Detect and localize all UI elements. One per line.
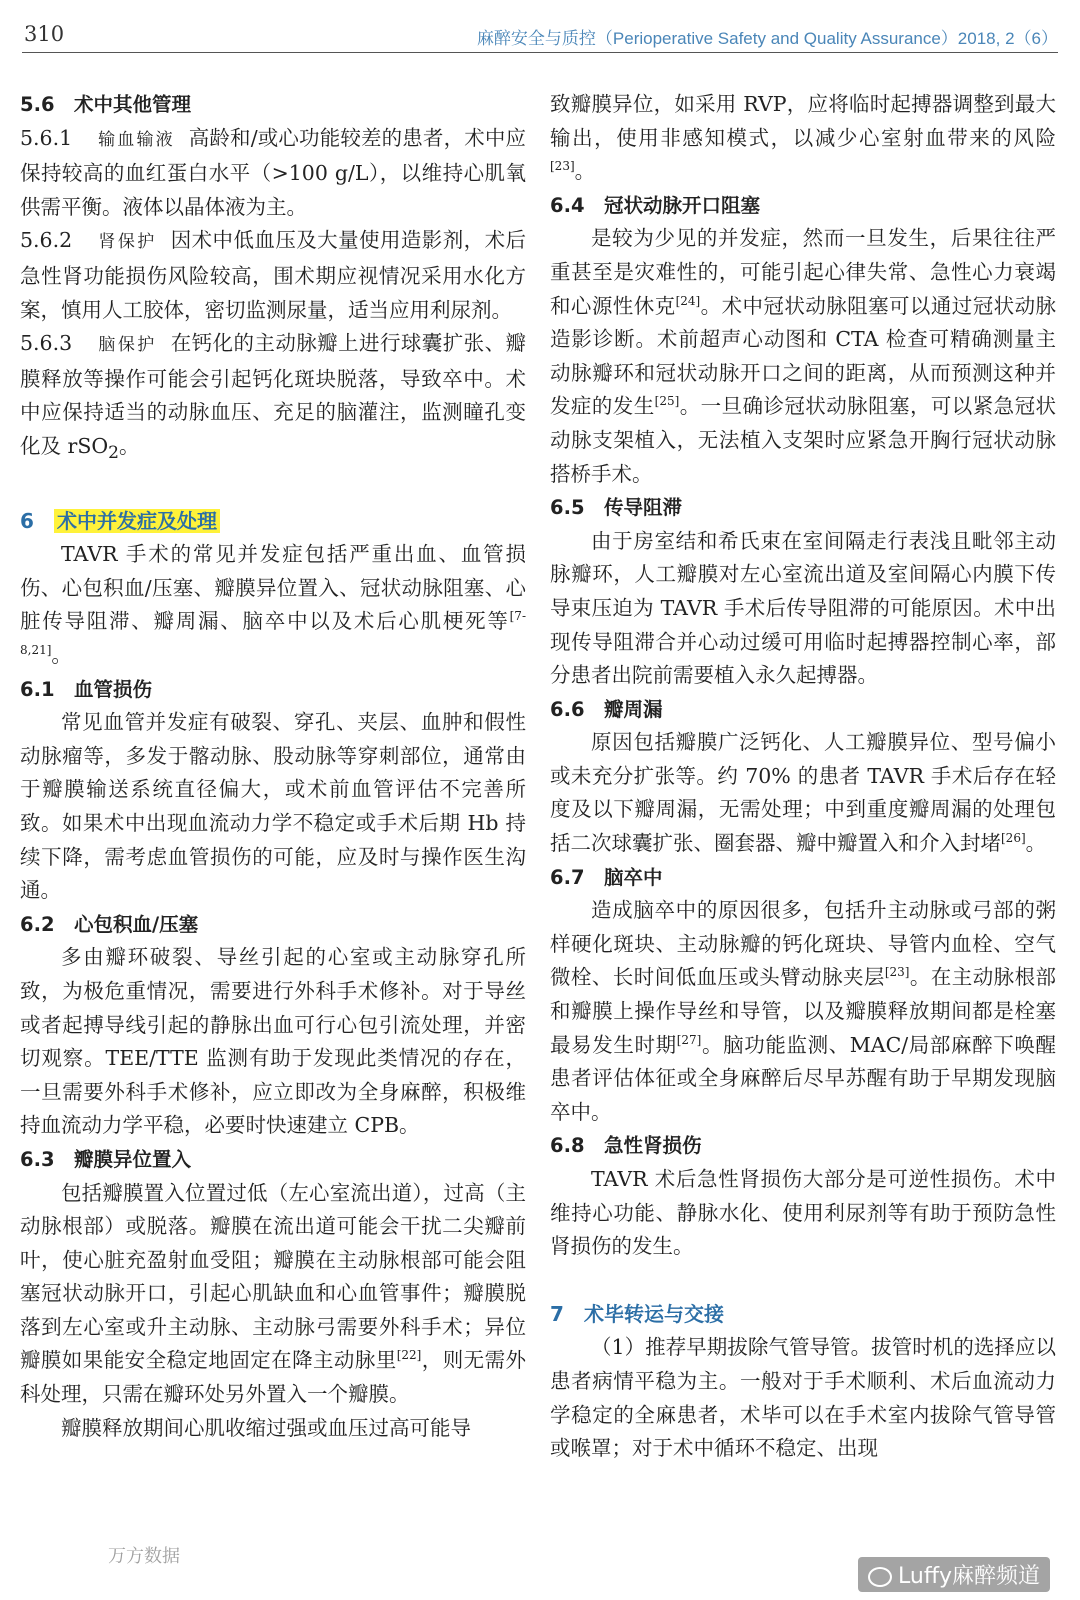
section-heading: 6.2 心包积血/压塞	[20, 912, 199, 936]
paragraph: 原因包括瓣膜广泛钙化、人工瓣膜异位、型号偏小或未充分扩张等。约 70% 的患者 TAVR 手术后存在轻度及以下瓣周漏，无需处理；中到重度瓣周漏的处理包括二次球囊扩张、圈套器、瓣中瓣置入和介入封堵[26]。	[550, 730, 1056, 856]
citation: [23]	[884, 965, 910, 980]
paragraph: （1）推荐早期拔除气管导管。拔管时机的选择应以患者病情平稳为主。一般对于手术顺利、术后血流动力学稳定的全麻患者，术毕可以在手术室内拔除气管导管或喉罩；对于术中循环不稳定、出现	[550, 1335, 1056, 1461]
paragraph: 由于房室结和希氏束在室间隔走行表浅且毗邻主动脉瓣环，人工瓣膜对左心室流出道及室间隔心内膜下传导束压迫为 TAVR 手术后传导阻滞的可能原因。术中出现传导阻滞合并心动过缓可用临时起搏器控制心率，部分患者出院前需要植入永久起搏器。	[550, 528, 1056, 688]
citation: [25]	[654, 394, 680, 409]
chapter-heading: 7 术毕转运与交接	[550, 1301, 724, 1326]
paragraph: 5.6.3 脑保护 在钙化的主动脉瓣上进行球囊扩张、瓣膜释放等操作可能会引起钙化斑块脱落，导致卒中。术中应保持适当的动脉血压、充足的脑灌注，监测瞳孔变化及 rSO$_2$。	[20, 331, 527, 464]
wechat-icon	[868, 1567, 892, 1587]
channel-watermark: Luffy麻醉频道	[858, 1557, 1050, 1592]
section-heading: 6.4 冠状动脉开口阻塞	[550, 193, 761, 217]
section-heading: 6.5 传导阻滞	[550, 496, 683, 520]
citation: [7-8,21]	[20, 609, 526, 658]
paragraph: 致瓣膜异位，如采用 RVP，应将临时起搏器调整到最大输出，使用非感知模式，以减少心室射血带来的风险[23]。	[550, 92, 1056, 184]
paragraph: TAVR 术后急性肾损伤大部分是可逆性损伤。术中维持心功能、静脉水化、使用利尿剂等有助于预防急性肾损伤的发生。	[550, 1167, 1056, 1259]
highlighted-title: 术中并发症及处理	[54, 509, 220, 533]
paragraph: TAVR 手术的常见并发症包括严重出血、血管损伤、心包积血/压塞、瓣膜异位置入、冠状动脉阻塞、心脏传导阻滞、瓣周漏、脑卒中以及术后心肌梗死等[7-8,21]。	[20, 542, 526, 667]
section-heading: 6.7 脑卒中	[550, 865, 663, 889]
citation: [24]	[675, 293, 701, 308]
citation: [26]	[1001, 831, 1026, 846]
page-header	[22, 14, 1058, 53]
paragraph: 多由瓣环破裂、导丝引起的心室或主动脉穿孔所致，为极危重情况，需要进行外科手术修补。对于导丝或者起搏导线引起的静脉出血可行心包引流处理，并密切观察。TEE/TTE 监测有助于发现此类情况的存在，一旦需要外科手术修补，应立即改为全身麻醉，积极维持血流动力学平稳，必要时快速建立 CPB。	[20, 945, 526, 1138]
citation: [22]	[396, 1348, 422, 1363]
paragraph: 常见血管并发症有破裂、穿孔、夹层、血肿和假性动脉瘤等，多发于髂动脉、股动脉等穿刺部位，通常由于瓣膜输送系统直径偏大，或术前血管评估不完善所致。如果术中出现血流动力学不稳定或手术后期 Hb 持续下降，需考虑血管损伤的可能，应及时与操作医生沟通。	[20, 710, 526, 903]
paragraph: 5.6.1 输血输液 高龄和/或心功能较差的患者，术中应保持较高的血红蛋白水平（>100 g/L），以维持心肌氧供需平衡。液体以晶体液为主。	[20, 125, 527, 219]
section-heading: 5.6 术中其他管理	[20, 93, 192, 116]
citation: [27]	[676, 1032, 702, 1047]
section-heading: 6.6 瓣周漏	[550, 697, 663, 721]
paragraph: 是较为少见的并发症，然而一旦发生，后果往往严重甚至是灾难性的，可能引起心律失常、急性心力衰竭和心源性休克[24]。术中冠状动脉阻塞可以通过冠状动脉造影诊断。术前超声心动图和 CTA 检查可精确测量主动脉瓣环和冠状动脉开口之间的距离，从而预测这种并发症的发生[25]。一旦确诊冠状动脉阻塞，可以紧急冠状动脉支架植入，无法植入支架时应紧急开胸行冠状动脉搭桥手术。	[550, 226, 1057, 486]
left-column	[20, 88, 526, 1445]
citation: [23]	[550, 159, 575, 174]
section-heading: 6.8 急性肾损伤	[550, 1134, 702, 1158]
paragraph: 包括瓣膜置入位置过低（左心室流出道），过高（主动脉根部）或脱落。瓣膜在流出道可能会干扰二尖瓣前叶，使心脏充盈射血受阻；瓣膜在主动脉根部可能会阻塞冠状动脉开口，引起心肌缺血和心血管事件；瓣膜脱落到左心室或升主动脉、主动脉弓需要外科手术；异位瓣膜如果能安全稳定地固定在降主动脉里[22]，则无需外科处理，只需在瓣环处另外置入一个瓣膜。	[20, 1180, 527, 1407]
section-heading: 6.1 血管损伤	[20, 677, 153, 701]
paragraph: 造成脑卒中的原因很多，包括升主动脉或弓部的粥样硬化斑块、主动脉瓣的钙化斑块、导管内血栓、空气微栓、长时间低血压或头臂动脉夹层[23]。在主动脉根部和瓣膜上操作导丝和导管，以及瓣膜释放期间都是栓塞最易发生时期[27]。脑功能监测、MAC/局部麻醉下唤醒患者评估体征或全身麻醉后尽早苏醒有助于早期发现脑卒中。	[550, 898, 1057, 1124]
right-column	[550, 88, 1056, 1466]
paragraph: 5.6.2 肾保护 因术中低血压及大量使用造影剂，术后急性肾功能损伤风险较高，围术期应视情况采用水化方案，慎用人工胶体，密切监测尿量，适当应用利尿剂。	[20, 228, 527, 322]
source-watermark: 万方数据	[108, 1546, 180, 1567]
section-heading: 6.3 瓣膜异位置入	[20, 1147, 192, 1171]
paragraph: 瓣膜释放期间心肌收缩过强或血压过高可能导	[61, 1415, 471, 1440]
chapter-heading: 6 术中并发症及处理	[20, 505, 526, 539]
page-number: 310	[24, 22, 65, 46]
journal-title: 麻醉安全与质控（Perioperative Safety and Quality Assurance）2018, 2（6）	[476, 29, 1058, 48]
